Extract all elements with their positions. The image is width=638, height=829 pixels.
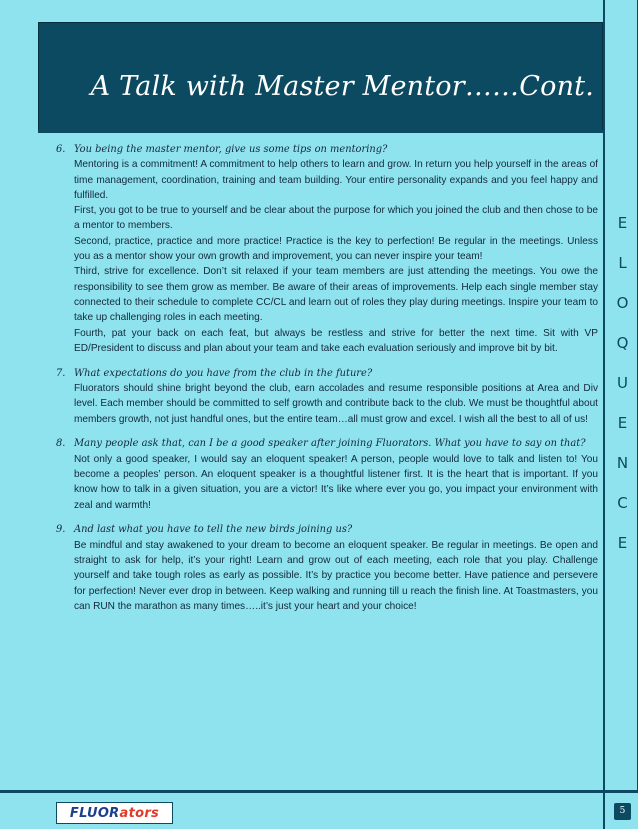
side-letters <box>605 203 638 563</box>
question <box>56 436 598 451</box>
question-text: Many people ask that, can I be a good speaker after joining Fluorators. What you have to say on that? <box>74 438 586 450</box>
qa-item-8 <box>56 436 598 512</box>
answer-paragraph: Be mindful and stay awakened to your dream to become an eloquent speaker. Be regular in meetings. Be open and straight to ask for help, it’s your right! Learn and grow out of each meeting, each role that you play. Challenge yourself and take tough roles as early as possible. It’s by practice you become better. Have patience and persevere for perfection! Never ever drop in between. Keep walking and running till u reach the finish line. At Toastmasters, you can RUN the marathon as many times…..it’s just your heart and your choice! <box>74 539 598 612</box>
page-title: A Talk with Master Mentor……Cont. <box>90 71 594 102</box>
question-text: And last what you have to tell the new birds joining us? <box>74 524 353 536</box>
side-letter: O <box>616 294 629 312</box>
question-number: 7. <box>56 367 66 379</box>
side-letter: E <box>617 534 628 552</box>
side-bar <box>603 0 638 790</box>
answer <box>56 157 598 356</box>
answer-paragraph: Second, practice, practice and more practice! Practice is the key to perfection! Be regular in the meetings. Unless you as a mentor show your own growth and improvement, you can never inspire your team! <box>74 235 598 263</box>
question-text: You being the master mentor, give us some tips on mentoring? <box>74 144 388 155</box>
answer-paragraph: Fluorators should shine bright beyond the club, earn accolades and resume responsible positions at Area and Div level. Each member should be committed to self growth and contribute back to the club. We must be thoughtful about members growth, not just handful ones, but the entire team…all must grow and excel. I wish all the best to all of us! <box>74 382 598 425</box>
question-text: What expectations do you have from the club in the future? <box>74 367 373 379</box>
answer-paragraph: Mentoring is a commitment! A commitment to help others to learn and grow. In return you help yourself in the areas of time management, coordination, training and team building. Your entire personality expands and you feel happy and fulfilled. <box>74 159 598 201</box>
side-letter: Q <box>616 334 629 352</box>
question-number: 6. <box>56 144 66 155</box>
answer <box>56 538 598 614</box>
answer-paragraph: Not only a good speaker, I would say an eloquent speaker! A person, people would love to talk and listen to! You become a peoples’ person. An eloquent speaker is a thoughtful listener first. It is the heart that is important. If you know how to talk in a given situation, you are a victor! It’s like where ever you go, you impact your environment with zeal and warmth! <box>74 453 598 511</box>
question <box>56 522 598 537</box>
answer <box>56 452 598 513</box>
fluorators-logo <box>56 802 173 824</box>
side-letter: C <box>617 494 628 512</box>
header-rule <box>38 130 603 133</box>
answer-paragraph: Third, strive for excellence. Don’t sit relaxed if your team members are just attending the meetings. You owe the responsibility to see them grow as member. Be aware of their areas of improvements. Help each single member stay connected to their schedule to complete CC/CL and learn out of roles they play during meetings. Inspire your team to take up challenging roles in each meeting. <box>74 266 598 324</box>
logo-text-accent: ators <box>119 805 160 821</box>
answer-paragraph: Fourth, pat your back on each feat, but always be restless and strive for better the next time. Sit with VP ED/President to discuss and plan about your team and take each evaluation seriously and improve bit by bit. <box>74 327 598 354</box>
side-letter: E <box>617 214 628 232</box>
question <box>56 142 598 157</box>
logo-text-main: FLUOR <box>69 805 120 821</box>
side-letter: L <box>618 254 627 272</box>
header-band <box>38 22 603 132</box>
question-number: 8. <box>56 438 66 450</box>
qa-item-6 <box>56 142 598 356</box>
qa-item-7 <box>56 366 598 427</box>
article-content <box>56 142 598 624</box>
question <box>56 366 598 381</box>
qa-item-9 <box>56 522 598 614</box>
answer <box>56 381 598 427</box>
side-letter: N <box>616 454 629 472</box>
side-letter: U <box>617 374 628 392</box>
side-letter: E <box>617 414 628 432</box>
answer-paragraph: First, you got to be true to yourself and be clear about the purpose for which you joined the club and then chose to be a mentor to members. <box>74 205 598 232</box>
footer-divider <box>603 793 605 829</box>
question-number: 9. <box>56 524 66 536</box>
page-number: 5 <box>614 803 631 820</box>
footer <box>0 790 638 829</box>
